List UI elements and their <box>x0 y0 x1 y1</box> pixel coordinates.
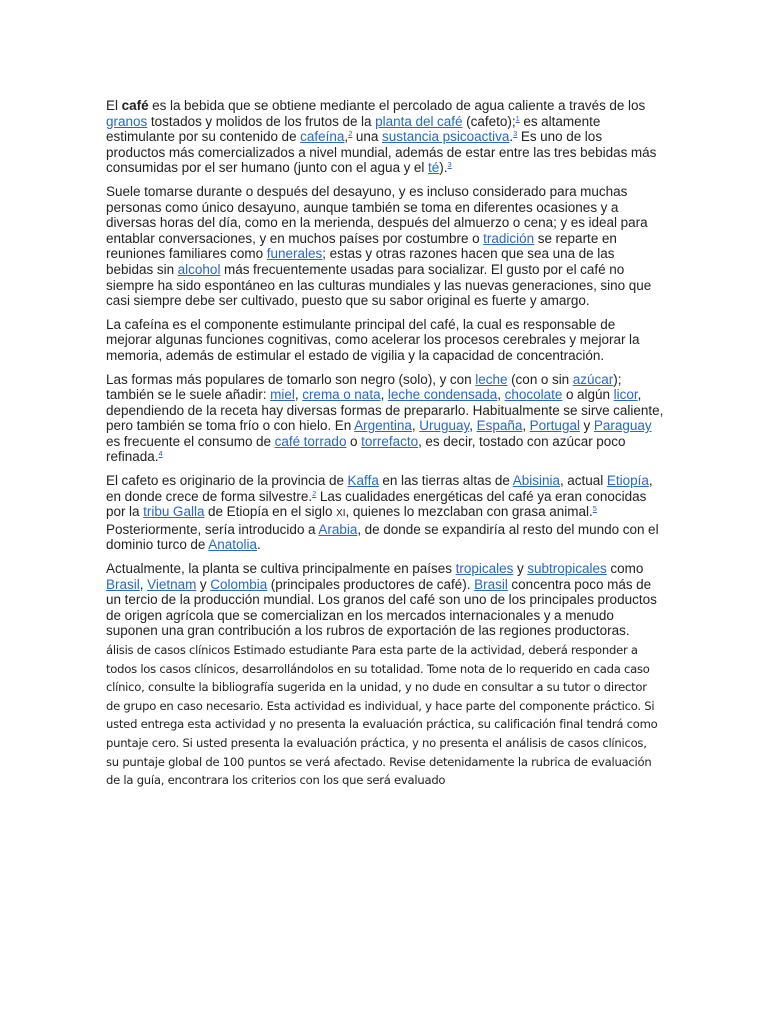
reference-link[interactable]: 2 <box>312 488 317 498</box>
wiki-link[interactable]: tribu Galla <box>143 504 205 520</box>
wiki-link[interactable]: Abisinia <box>512 473 560 489</box>
wiki-link[interactable]: cafeína <box>300 129 345 145</box>
text-run: , actual <box>559 473 607 489</box>
wiki-link[interactable]: Anatolia <box>208 537 258 553</box>
text-run: , <box>344 129 349 145</box>
reference-link[interactable]: 1 <box>515 113 520 123</box>
text-run: más frecuentemente usadas para socializar. El gusto por el café no siempre ha sido espontáneo en las culturas mundiales y las nuevas generaciones, sino que casi siempre debe ser cultivado, puesto que su sabor original es fuerte y amargo. <box>106 261 652 309</box>
paragraph-consumption <box>106 184 664 309</box>
wiki-link[interactable]: España <box>476 418 523 434</box>
wiki-link[interactable]: Colombia <box>210 576 268 592</box>
reference-link[interactable]: 4 <box>158 449 163 459</box>
text-run: ). <box>439 160 448 176</box>
wiki-link[interactable]: crema o nata <box>302 387 381 403</box>
text-run: en las tierras altas de <box>378 473 513 489</box>
text-run: , dependiendo de la receta hay diversas formas de prepararlo. Habitualmente se sirve caliente, pero también se toma frío o con hielo. En <box>106 387 664 434</box>
text-run: es la bebida que se obtiene mediante el percolado de agua caliente a través de los <box>148 98 646 113</box>
text-run: Posteriormente, sería introducido a <box>106 521 319 537</box>
text-run: , en donde crece de forma silvestre. <box>106 473 653 504</box>
text-run: (cafeto); <box>462 113 516 129</box>
text-run: y <box>579 418 594 434</box>
wiki-link[interactable]: leche <box>475 371 508 387</box>
text-run: , <box>522 418 530 434</box>
wiki-link[interactable]: alcohol <box>177 261 221 277</box>
wiki-link[interactable]: funerales <box>266 246 323 262</box>
text-run: El <box>106 98 122 113</box>
wiki-link[interactable]: torrefacto <box>361 433 419 449</box>
paragraph-preparation <box>106 372 664 466</box>
text-run: ; estas y otras razones hacen que sea una de las bebidas sin <box>106 246 615 277</box>
wiki-link[interactable]: Argentina <box>354 418 412 434</box>
wiki-link[interactable]: Arabia <box>318 521 358 537</box>
text-run: es altamente estimulante por su contenido de <box>106 113 601 145</box>
text-run: (con o sin <box>507 371 573 387</box>
text-run: Suele tomarse durante o después del desayuno, y es incluso considerado para muchas personas como único desayuno, aunque también se toma en diferentes ocasiones y a diversas horas del día, como en la merienda, después del almuerzo o cena; y es ideal para entablar conversaciones, y en muchos países por costumbre o <box>106 183 648 246</box>
wiki-link[interactable]: té <box>428 160 440 176</box>
document-body <box>106 98 664 790</box>
text-run: se reparte en reuniones familiares como <box>106 230 617 262</box>
reference-link[interactable]: 5 <box>592 504 597 514</box>
text-run: es frecuente el consumo de <box>106 433 275 449</box>
text-run: Las cualidades energéticas del café ya eran conocidas por la <box>106 488 647 520</box>
text-run: . <box>509 129 514 145</box>
text-run: , <box>380 387 388 403</box>
wiki-link[interactable]: tradición <box>483 230 535 246</box>
text-run: o algún <box>562 387 614 403</box>
wiki-link[interactable]: sustancia psicoactiva <box>382 129 510 145</box>
wiki-link[interactable]: chocolate <box>504 387 563 403</box>
text-run: tostados y molidos de los frutos de la <box>147 113 376 129</box>
paragraph-caffeine <box>106 317 664 364</box>
text-run: La cafeína es el componente estimulante principal del café, la cual es responsable de mejorar algunas funciones cognitivas, como acelerar los procesos cerebrales y mejorar la memoria, además de estimular el estado de vigilia y la capacidad de concentración. <box>106 316 640 363</box>
wiki-link[interactable]: granos <box>106 113 148 129</box>
wiki-link[interactable]: Etiopía <box>606 473 649 489</box>
text-run: o <box>346 433 362 449</box>
text-run: , <box>294 387 303 403</box>
wiki-link[interactable]: tropicales <box>455 561 514 577</box>
text-run: Actualmente, la planta se cultiva principalmente en países <box>106 561 456 577</box>
wiki-link[interactable]: planta del café <box>375 113 463 129</box>
reference-link[interactable]: 2 <box>348 129 353 139</box>
wiki-link[interactable]: Vietnam <box>147 576 197 592</box>
text-run: y <box>513 561 528 577</box>
text-run: , quienes lo mezclaban con grasa animal. <box>345 504 593 520</box>
wiki-link[interactable]: Portugal <box>529 418 580 434</box>
text-run: , de donde se expandiría al resto del mundo con el dominio turco de <box>106 521 659 553</box>
footnote-ref <box>448 160 452 169</box>
paragraph-intro <box>106 98 664 176</box>
assignment-instructions: álisis de casos clínicos Estimado estudiante Para esta parte de la actividad, deberá responder a todos los casos clínicos, desarrollándolos en su totalidad. Tome nota de lo requerido en cada caso clínico, consulte la bibliografía sugerida en la unidad, y no dude en consultar a su tutor o director de grupo en caso necesario. Esta actividad es individual, y hace parte del componente práctico. Si usted entrega esta actividad y no presenta la evaluación práctica, su calificación final tendrá como puntaje cero. Si usted presenta la evaluación práctica, y no presenta el análisis de casos clínicos, su puntaje global de 100 puntos se verá afectado. Revise detenidamente la rubrica de evaluación de la guía, encontrara los criterios con los que será evaluado <box>106 643 658 788</box>
text-run: , es decir, tostado con azúcar poco refinada. <box>106 433 626 465</box>
text-run: como <box>606 561 644 577</box>
wiki-link[interactable]: leche condensada <box>387 387 498 403</box>
text-run: y <box>196 576 211 592</box>
paragraph-origin <box>106 473 664 553</box>
wiki-link[interactable]: subtropicales <box>527 561 607 577</box>
text-run: El cafeto es originario de la provincia de <box>106 473 348 489</box>
footnote-ref <box>593 504 597 513</box>
wiki-link[interactable]: miel <box>270 387 295 403</box>
wiki-link[interactable]: Brasil <box>106 576 140 592</box>
text-run: concentra poco más de un tercio de la producción mundial. Los granos del café son uno de los principales productos de origen agrícola que se comercializan en los mercados internacionales y a menudo suponen una gran contribución a los rubros de exportación de las regiones productoras. <box>106 576 657 639</box>
text-run: una <box>352 129 382 145</box>
text-run: , <box>469 418 477 434</box>
paragraph-cultivation <box>106 561 664 639</box>
wiki-link[interactable]: Paraguay <box>593 418 652 434</box>
text-run: Es uno de los productos más comercializados a nivel mundial, además de estar entre las tres bebidas más consumidas por el ser humano (junto con el agua y el <box>106 129 657 176</box>
wiki-link[interactable]: azúcar <box>572 371 614 387</box>
century-numeral: XI <box>336 508 346 520</box>
footnote-ref <box>159 449 163 458</box>
wiki-link[interactable]: Brasil <box>474 576 508 592</box>
reference-link[interactable]: 3 <box>513 129 518 139</box>
text-run: , <box>411 418 420 434</box>
text-run: ); también se le suele añadir: <box>106 371 622 403</box>
wiki-link[interactable]: licor <box>613 387 638 403</box>
text-run: Las formas más populares de tomarlo son negro (solo), y con <box>106 371 476 387</box>
text-run: . <box>257 537 261 553</box>
text-run: , <box>497 387 505 403</box>
bold-term: café <box>121 98 149 113</box>
text-run: , <box>139 576 148 592</box>
reference-link[interactable]: 3 <box>447 160 452 170</box>
wiki-link[interactable]: café torrado <box>274 433 347 449</box>
wiki-link[interactable]: Uruguay <box>419 418 470 434</box>
text-run: de Etiopía en el siglo <box>204 504 337 520</box>
wiki-link[interactable]: Kaffa <box>347 473 379 489</box>
text-run: (principales productores de café). <box>267 576 475 592</box>
